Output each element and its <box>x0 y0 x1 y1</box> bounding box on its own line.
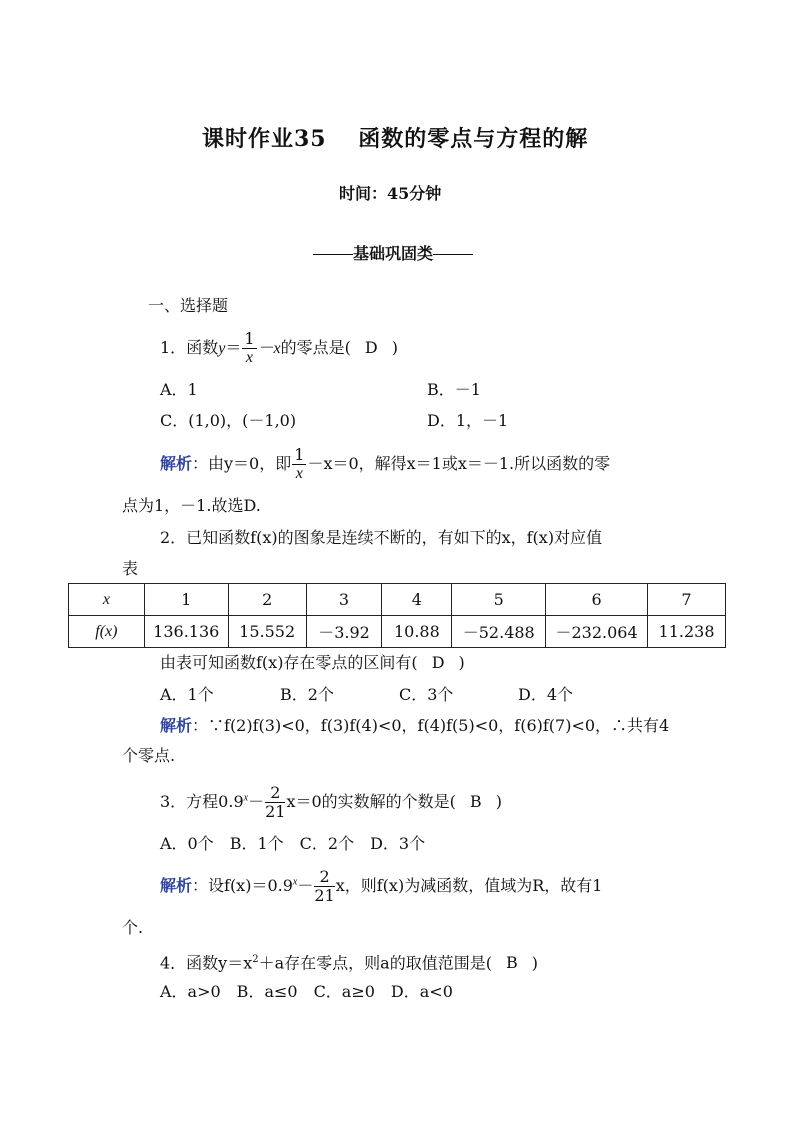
table-cell: 10.88 <box>382 616 452 648</box>
q2-line-1: 2．已知函数f(x)的图象是连续不断的，有如下的x，f(x)对应值 <box>160 528 603 547</box>
q1-text-after: 的零点是( <box>280 338 351 357</box>
q2-option-b: B．2个 <box>280 685 334 704</box>
q4-pre: 4．函数y＝x <box>160 953 253 973</box>
table-header-x: x <box>69 584 145 616</box>
table-header-fx: f(x) <box>69 616 145 648</box>
q1-solution-text-b: －x＝0，解得x＝1或x＝－1.所以函数的零 <box>307 454 611 473</box>
table-cell: 3 <box>306 584 382 616</box>
q2-answer: D <box>431 653 445 672</box>
q1-frac-den: x <box>245 349 253 366</box>
category-heading <box>313 244 473 264</box>
q1-eq: ＝ <box>225 338 242 357</box>
q2-question <box>160 653 465 673</box>
table-cell: －3.92 <box>306 616 382 648</box>
q3-solution-minus: － <box>297 876 314 895</box>
separator-left <box>313 254 353 255</box>
q2-option-c: C．3个 <box>399 685 454 704</box>
q1-option-b: B．－1 <box>427 380 481 399</box>
q3-post: x＝0的实数解的个数是( <box>286 792 456 811</box>
q3-solution-line-2: 个. <box>122 918 144 937</box>
q1-solution-text-a: ：由y＝0，即 <box>192 454 292 473</box>
q2-solution-line-2: 个零点. <box>122 746 176 765</box>
q2-question-text: 由表可知函数f(x)存在零点的区间有( <box>160 653 418 672</box>
table-row-x <box>69 584 726 616</box>
q3-solution-sup: x <box>292 876 298 888</box>
category-label: 基础巩固类 <box>353 244 434 263</box>
q3-pre: 3．方程0.9 <box>160 792 244 811</box>
table-cell: 6 <box>546 584 648 616</box>
q4-close: ) <box>531 953 538 973</box>
q2-close: ) <box>458 653 465 672</box>
q3-close: ) <box>495 792 502 811</box>
question-4 <box>160 950 538 973</box>
q1-solution-line-2: 点为1，－1.故选D. <box>122 496 261 515</box>
q4-sup: 2 <box>252 954 259 965</box>
q2-solution-text: ：∵f(2)f(3)<0，f(3)f(4)<0，f(4)f(5)<0，f(6)f(7)<0，∴共有4 <box>192 716 670 735</box>
table-cell: 7 <box>648 584 726 616</box>
q2-option-d: D．4个 <box>518 685 574 704</box>
q3-solution-fraction: $\frac{2}{21}$ <box>314 867 335 905</box>
q1-solution-label: 解析 <box>160 454 193 473</box>
title-topic: 函数的零点与方程的解 <box>358 126 589 152</box>
q1-close: ) <box>391 338 398 357</box>
title-lesson: 课时作业35 <box>202 126 327 152</box>
q3-options: A．0个 B．1个 C．2个 D．3个 <box>160 834 426 853</box>
q1-y: y <box>218 340 226 357</box>
table-cell: 136.136 <box>144 616 228 648</box>
q1-solution-line-1 <box>160 446 610 483</box>
q2-line-2: 表 <box>122 559 139 578</box>
q3-frac-den: 21 <box>265 802 286 821</box>
table-cell: －232.064 <box>546 616 648 648</box>
table-cell: 1 <box>144 584 228 616</box>
q3-fraction <box>265 784 285 821</box>
q1-solution-fraction: $\frac{1}{x}$ <box>294 445 305 482</box>
table-row-f <box>69 616 726 648</box>
table-cell: －52.488 <box>452 616 546 648</box>
q3-minus: － <box>248 792 265 811</box>
table-cell: 5 <box>452 584 546 616</box>
separator-right <box>433 254 473 255</box>
q3-solution-pre: ：设f(x)＝0.9 <box>192 876 293 895</box>
q3-solution-post: x，则f(x)为减函数，值域为R，故有1 <box>335 876 603 895</box>
q2-solution-label: 解析 <box>160 716 193 735</box>
q3-answer: B <box>469 792 482 811</box>
q3-sup: x <box>243 792 249 804</box>
q4-answer: B <box>505 953 518 973</box>
table-cell: 2 <box>228 584 306 616</box>
section-heading: 一、选择题 <box>148 296 229 315</box>
q1-option-d: D．1，－1 <box>427 411 509 430</box>
q1-answer: D <box>364 338 378 357</box>
q1-text-before: 函数 <box>186 338 219 357</box>
page-title <box>202 122 588 153</box>
q1-fraction <box>242 330 256 367</box>
q4-options: A．a>0 B．a≤0 C．a≥0 D．a<0 <box>160 982 453 1001</box>
q4-post: ＋a存在零点，则a的取值范围是( <box>258 953 492 973</box>
q1-number: 1． <box>160 338 187 357</box>
q1-frac-num: 1 <box>244 329 255 348</box>
time-limit: 时间：45分钟 <box>339 184 442 203</box>
question-1 <box>160 330 398 367</box>
q1-option-a: A．1 <box>160 380 198 399</box>
q3-frac-num: 2 <box>265 784 285 803</box>
table-cell: 11.238 <box>648 616 726 648</box>
q1-option-c: C．(1,0)，(－1,0) <box>160 411 297 430</box>
q2-option-a: A．1个 <box>160 685 214 704</box>
q1-minus-x: －x <box>257 340 281 357</box>
q3-solution-line-1 <box>160 868 602 905</box>
q2-solution-line-1 <box>160 716 669 736</box>
q3-solution-label: 解析 <box>160 876 193 895</box>
value-table <box>68 583 726 648</box>
table-cell: 15.552 <box>228 616 306 648</box>
question-3 <box>160 784 502 821</box>
table-cell: 4 <box>382 584 452 616</box>
